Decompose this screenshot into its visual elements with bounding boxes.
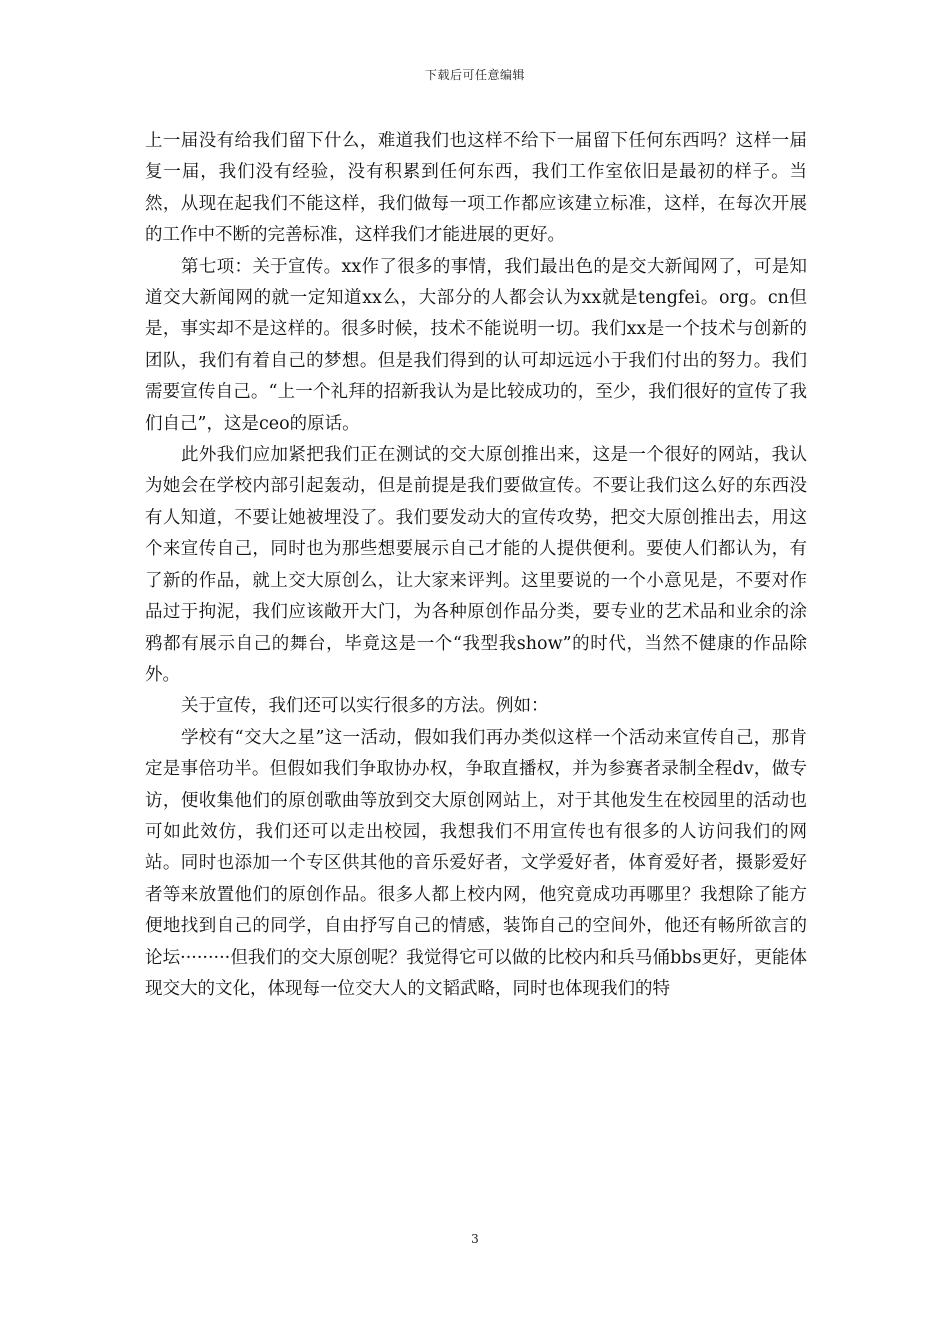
page-header: 下载后可任意编辑 [424,68,525,82]
document-body [145,126,807,1005]
paragraph-1: 上一届没有给我们留下什么，难道我们也这样不给下一届留下任何东西吗？这样一届复一届，我们没有经验，没有积累到任何东西，我们工作室依旧是最初的样子。当然，从现在起我们不能这样，我们做每一项工作都应该建立标准，这样，在每次开展的工作中不断的完善标准，这样我们才能进展的更好。 [145,131,807,246]
page-number: 3 [471,1232,479,1246]
paragraph-4: 关于宣传，我们还可以实行很多的方法。例如： [181,696,549,717]
paragraph-2: 第七项：关于宣传。xx作了很多的事情，我们最出色的是交大新闻网了，可是知道交大新闻网的就一定知道xx么，大部分的人都会认为xx就是tengfei。org。cn但是，事实却不是这样的。很多时候，技术不能说明一切。我们xx是一个技术与创新的团队，我们有着自己的梦想。但是我们得到的认可却远远小于我们付出的努力。我们需要宣传自己。“上一个礼拜的招新我认为是比较成功的，至少，我们很好的宣传了我们自己”，这是ceo的原话。 [145,256,807,434]
paragraph-3: 此外我们应加紧把我们正在测试的交大原创推出来，这是一个很好的网站，我认为她会在学校内部引起轰动，但是前提是我们要做宣传。不要让我们这么好的东西没有人知道，不要让她被埋没了。我们要发动大的宣传攻势，把交大原创推出去，用这个来宣传自己，同时也为那些想要展示自己才能的人提供便利。要使人们都认为，有了新的作品，就上交大原创么，让大家来评判。这里要说的一个小意见是，不要对作品过于拘泥，我们应该敞开大门，为各种原创作品分类，要专业的艺术品和业余的涂鸦都有展示自己的舞台，毕竟这是一个“我型我show”的时代，当然不健康的作品除外。 [145,445,807,685]
paragraph-5: 学校有“交大之星”这一活动，假如我们再办类似这样一个活动来宣传自己，那肯定是事倍功半。但假如我们争取协办权，争取直播权，并为参赛者录制全程dv，做专访，便收集他们的原创歌曲等放到交大原创网站上，对于其他发生在校园里的活动也可如此效仿，我们还可以走出校园，我想我们不用宣传也有很多的人访问我们的网站。同时也添加一个专区供其他的音乐爱好者，文学爱好者，体育爱好者，摄影爱好者等来放置他们的原创作品。很多人都上校内网，他究竟成功再哪里？我想除了能方便地找到自己的同学，自由抒写自己的情感，装饰自己的空间外，他还有畅所欲言的论坛·········但我们的交大原创呢？我觉得它可以做的比校内和兵马俑bbs更好，更能体现交大的文化，体现每一位交大人的文韬武略，同时也体现我们的特 [145,727,807,999]
